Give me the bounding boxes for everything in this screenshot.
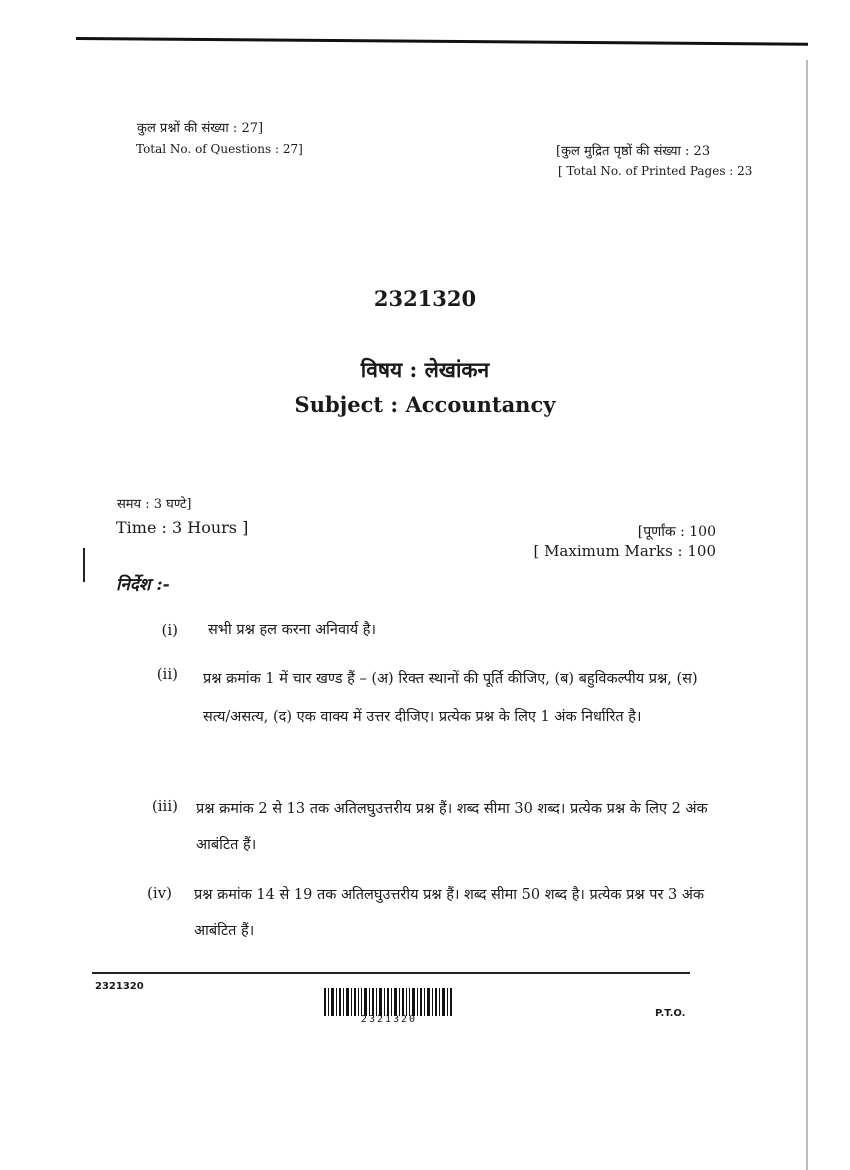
pto-label: P.T.O. bbox=[655, 1008, 686, 1019]
instruction-number: (ii) bbox=[156, 665, 178, 683]
subject-hindi: विषय : लेखांकन bbox=[360, 357, 490, 382]
margin-mark bbox=[83, 548, 85, 582]
total-questions-en: Total No. of Questions : 27] bbox=[136, 142, 303, 156]
subject-english: Subject : Accountancy bbox=[294, 392, 556, 417]
total-pages-hi: [कुल मुद्रित पृष्ठों की संख्या : 23 bbox=[556, 144, 711, 159]
paper-code: 2321320 bbox=[373, 286, 477, 311]
right-edge-rule bbox=[806, 60, 808, 1170]
instruction-text: सभी प्रश्न हल करना अनिवार्य है। bbox=[208, 622, 377, 638]
barcode-icon bbox=[324, 988, 454, 1016]
instruction-text: प्रश्न क्रमांक 1 में चार खण्ड हैं – (अ) रिक्त स्थानों की पूर्ति कीजिए, (ब) बहुविकल्पीय प्रश्न, (स) सत्य/असत्य, (द) एक वाक्य में उत्तर दीजिए। प्रत्येक प्रश्न के लिए 1 अंक निर्धारित है। bbox=[203, 671, 698, 725]
time-english: Time : 3 Hours ] bbox=[116, 518, 249, 537]
total-questions-hi: कुल प्रश्नों की संख्या : 27] bbox=[137, 121, 264, 136]
time-hindi: समय : 3 घण्टे] bbox=[117, 497, 192, 512]
bottom-rule bbox=[92, 972, 690, 974]
footer-code: 2321320 bbox=[95, 981, 144, 992]
instruction-number: (iii) bbox=[151, 797, 178, 815]
instruction-number: (iv) bbox=[147, 884, 172, 902]
instruction-number: (i) bbox=[161, 621, 178, 639]
instructions-title: निर्देश :- bbox=[116, 575, 170, 595]
instruction-text: प्रश्न क्रमांक 2 से 13 तक अतिलघुउत्तरीय प्रश्न हैं। शब्द सीमा 30 शब्द। प्रत्येक प्रश्न के लिए 2 अंक आबंटित हैं। bbox=[196, 801, 708, 853]
instruction-text: प्रश्न क्रमांक 14 से 19 तक अतिलघुउत्तरीय प्रश्न हैं। शब्द सीमा 50 शब्द है। प्रत्येक प्रश्न पर 3 अंक आबंटित हैं। bbox=[194, 887, 705, 939]
max-marks-english: [ Maximum Marks : 100 bbox=[533, 542, 716, 560]
max-marks-hindi: [पूर्णांक : 100 bbox=[637, 524, 716, 540]
barcode-number: 2321320 bbox=[360, 1014, 418, 1025]
total-pages-en: [ Total No. of Printed Pages : 23 bbox=[558, 164, 753, 178]
top-rule bbox=[76, 37, 808, 46]
